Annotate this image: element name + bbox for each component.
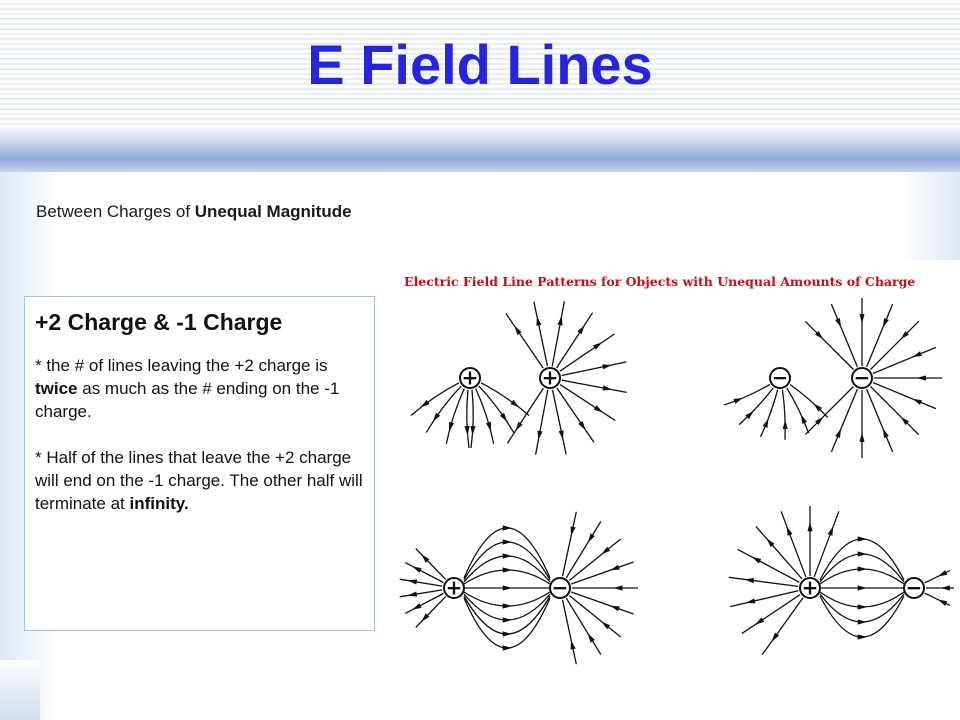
panel2-left-line-5 xyxy=(724,385,770,406)
panel1-left-line-2 xyxy=(476,389,494,444)
panel4-lower-link-0-arrow xyxy=(858,604,867,609)
panel1-right-line-11-arrow xyxy=(516,422,523,431)
panel4-upper-link-1-arrow xyxy=(858,551,867,556)
panel2-right-line-13-arrow xyxy=(883,318,889,328)
panel3-right-inbound-8-arrow xyxy=(571,640,576,650)
slide-title: E Field Lines xyxy=(307,33,653,96)
panel3-right-inbound-8 xyxy=(563,600,577,665)
p1-bold: twice xyxy=(35,379,78,398)
panel1-left-line-6-arrow xyxy=(433,413,440,422)
figure-title: Electric Field Line Patterns for Objects with Unequal Amounts of Charge xyxy=(404,274,916,289)
panel1-right-line-2-arrow xyxy=(557,316,562,326)
panel2-left-line-1-arrow xyxy=(801,414,807,424)
panel2-left-line-2 xyxy=(782,390,785,440)
panel4-minus-charge-sign: − xyxy=(905,575,923,600)
panel4-upper-link-2 xyxy=(820,539,904,580)
panel1-left-line-7 xyxy=(411,383,459,416)
panel4-lower-link-1-arrow xyxy=(858,619,867,624)
panel3-lower-link-3-arrow xyxy=(503,645,512,650)
panel3-plus-charge-sign: + xyxy=(445,575,463,600)
panel4-left-outer-2 xyxy=(730,591,798,607)
panel3-right-inbound-5-arrow xyxy=(610,606,620,612)
panel4-left-outer-7-arrow xyxy=(807,522,812,531)
panel4-left-outer-1-arrow xyxy=(755,617,764,624)
paragraph-infinity xyxy=(35,446,364,515)
panel1-plus-charge-a-sign: + xyxy=(461,365,479,390)
field-line-diagrams xyxy=(384,260,960,720)
panel2-right-line-3-arrow xyxy=(883,428,889,438)
panel3-lower-link-0-arrow xyxy=(503,603,512,608)
panel3-left-outer-4 xyxy=(405,563,443,583)
panel3-lower-link-1-arrow xyxy=(503,617,512,622)
panel3-right-inbound-3 xyxy=(571,562,633,584)
panel3-right-inbound-1-arrow xyxy=(588,533,595,542)
panel2-right-line-15 xyxy=(873,347,936,373)
panel2-right-line-10 xyxy=(805,321,853,369)
panel1-right-line-6-arrow xyxy=(603,385,613,390)
p2-bold: infinity. xyxy=(129,494,189,513)
panel4-left-outer-0-arrow xyxy=(772,633,780,642)
panel1-right-line-6 xyxy=(562,380,627,392)
panel2-right-line-1 xyxy=(873,383,936,409)
panel4-lower-link-2-arrow xyxy=(858,634,867,639)
panel1-right-line-5-arrow xyxy=(602,364,612,369)
panel1-left-line-0-arrow xyxy=(510,400,519,408)
panel4-left-outer-2-arrow xyxy=(746,598,756,603)
explanation-textbox xyxy=(24,296,375,631)
paragraph-twice xyxy=(35,354,364,423)
panel2-left-line-1 xyxy=(787,388,809,433)
panel2-left-line-3-arrow xyxy=(763,418,769,428)
panel1-left-line-7-arrow xyxy=(421,400,430,408)
subtitle-plain: Between Charges of xyxy=(36,202,195,221)
panel3-upper-link-0-arrow xyxy=(503,567,512,572)
subtitle-bold: Unequal Magnitude xyxy=(194,202,352,221)
panel2-right-line-4-arrow xyxy=(859,433,864,442)
panel1-right-line-8-arrow xyxy=(578,421,585,430)
panel2-right-line-6 xyxy=(805,387,853,435)
panel1-left-line-4 xyxy=(467,390,469,448)
panel3-right-inbound-4-arrow xyxy=(613,585,622,590)
panel2-left-line-5-arrow xyxy=(733,398,743,404)
panel1-left-line-0 xyxy=(481,383,529,416)
panel2-right-line-0-arrow xyxy=(917,375,926,380)
panel3-upper-link-1-arrow xyxy=(503,553,512,558)
panel4-right-inbound-0-arrow xyxy=(938,570,947,576)
panel3-right-inbound-0 xyxy=(563,512,577,577)
panel2-right-line-11 xyxy=(831,304,857,367)
panel2-right-line-13 xyxy=(867,304,893,367)
panel2-right-line-2 xyxy=(871,387,919,435)
panel4-left-outer-3 xyxy=(729,577,798,586)
panel2-left-line-0 xyxy=(790,385,828,418)
panel4-upper-link-0 xyxy=(820,569,904,584)
panel2-minus-charge-b-sign: − xyxy=(853,365,871,390)
panel2-right-line-3 xyxy=(867,389,893,452)
panel1-right-line-7-arrow xyxy=(594,405,603,412)
panel1-right-line-10-arrow xyxy=(538,431,543,441)
panel1-left-line-2-arrow xyxy=(486,422,491,432)
panel1-left-line-1-arrow xyxy=(500,413,507,422)
panel3-left-outer-4-arrow xyxy=(412,566,421,573)
panel3-minus-charge-sign: − xyxy=(551,575,569,600)
panel1-plus-charge-b-sign: + xyxy=(541,365,559,390)
panel3-center-link-arrow xyxy=(503,585,512,590)
panel3-right-inbound-7-arrow xyxy=(588,633,595,642)
panel2-right-line-5 xyxy=(831,389,857,452)
panel4-plus-charge-sign: + xyxy=(801,575,819,600)
panel2-right-line-5-arrow xyxy=(835,428,841,438)
panel2-right-line-14 xyxy=(871,321,919,369)
textbox-heading: +2 Charge & -1 Charge xyxy=(35,309,283,335)
panel1-left-line-5-arrow xyxy=(449,422,454,432)
panel1-right-line-9-arrow xyxy=(559,430,564,440)
panel2-right-line-11-arrow xyxy=(835,318,841,328)
slide-subtitle xyxy=(36,202,352,222)
panel1-right-line-3-arrow xyxy=(577,325,584,334)
panel4-center-link-arrow xyxy=(858,585,867,590)
panel3-lower-link-2-arrow xyxy=(503,631,512,636)
panel4-upper-link-0-arrow xyxy=(858,566,867,571)
panel3-left-outer-3 xyxy=(400,579,443,586)
panel3-upper-link-3-arrow xyxy=(503,525,512,530)
field-line-figure xyxy=(384,260,960,720)
panel1-left-line-3 xyxy=(471,390,473,448)
panel4-left-outer-6 xyxy=(781,511,806,577)
header-band xyxy=(0,128,960,172)
panel2-minus-charge-a-sign: − xyxy=(771,365,789,390)
panel4-upper-link-2-arrow xyxy=(858,536,867,541)
panel3-left-outer-1-arrow xyxy=(412,603,421,610)
panel4-lower-link-2 xyxy=(820,596,904,637)
panel3-upper-link-2 xyxy=(464,542,550,580)
panel3-left-outer-1 xyxy=(405,594,443,614)
panel1-left-line-5 xyxy=(446,389,464,444)
panel3-left-outer-2 xyxy=(400,590,443,597)
panel2-right-line-1-arrow xyxy=(912,399,922,405)
panel3-left-outer-5 xyxy=(416,549,446,580)
panel1-right-line-10 xyxy=(536,390,548,455)
panel4-left-outer-8-arrow xyxy=(828,526,834,536)
panel4-left-outer-3-arrow xyxy=(745,578,755,583)
panel3-lower-link-2 xyxy=(464,596,550,634)
panel3-right-inbound-5 xyxy=(571,592,633,614)
panel3-right-inbound-3-arrow xyxy=(610,565,620,571)
corner-decoration-left xyxy=(0,660,40,720)
p1-text-b: as much as the # ending on the -1 charge. xyxy=(35,379,340,421)
panel1-right-line-0-arrow xyxy=(514,326,521,335)
panel4-left-outer-6-arrow xyxy=(787,526,793,536)
panel3-right-inbound-0-arrow xyxy=(571,526,576,536)
panel4-lower-link-0 xyxy=(820,592,904,607)
panel2-right-line-12-arrow xyxy=(859,314,864,323)
panel2-left-line-2-arrow xyxy=(783,420,788,429)
panel3-left-outer-0 xyxy=(416,597,446,628)
panel3-upper-link-2-arrow xyxy=(503,539,512,544)
panel1-right-line-1-arrow xyxy=(536,316,541,326)
panel1-right-line-4-arrow xyxy=(593,342,602,349)
p1-text-a: * the # of lines leaving the +2 charge is xyxy=(35,356,328,375)
panel3-lower-link-0 xyxy=(464,592,550,606)
p2-text: * Half of the lines that leave the +2 charge will end on the -1 charge. The other half will terminate at xyxy=(35,448,363,513)
panel4-right-inbound-1-arrow xyxy=(941,585,950,590)
panel3-upper-link-0 xyxy=(464,570,550,584)
panel1-right-line-2 xyxy=(552,301,564,366)
panel4-left-outer-4-arrow xyxy=(752,557,761,564)
panel2-right-line-15-arrow xyxy=(912,351,922,357)
panel4-right-inbound-2-arrow xyxy=(938,600,947,606)
panel2-left-line-3 xyxy=(761,390,778,437)
